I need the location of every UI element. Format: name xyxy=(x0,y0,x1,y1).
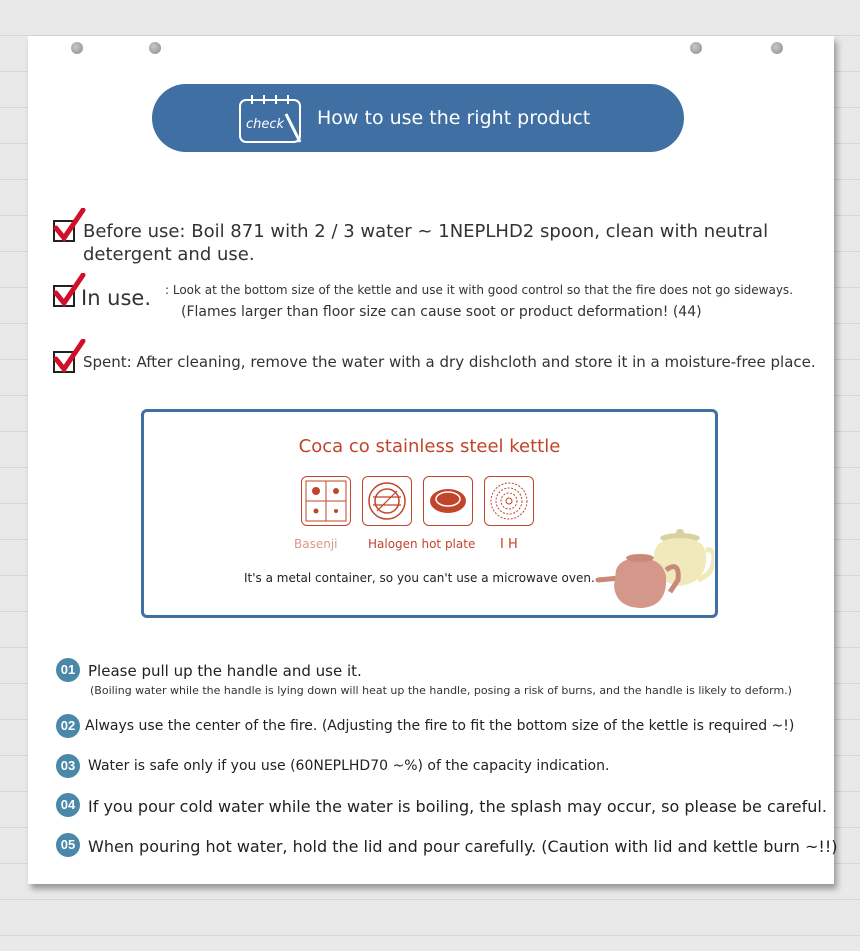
heat-source-label: Halogen hot plate xyxy=(368,537,476,551)
step-number-badge: 03 xyxy=(56,754,80,778)
gas-stove-icon xyxy=(301,476,351,526)
step-number-badge: 02 xyxy=(56,714,80,738)
step-text: Always use the center of the fire. (Adjusting the fire to fit the bottom size of the kettle is required ~!) xyxy=(85,718,795,734)
instruction-card xyxy=(28,36,838,884)
step-text: When pouring hot water, hold the lid and pour carefully. (Caution with lid and kettle burn ~!!) xyxy=(88,837,838,856)
checkbox-checked-icon xyxy=(52,339,86,375)
pin-icon xyxy=(149,42,161,54)
induction-icon xyxy=(484,476,534,526)
pin-icon xyxy=(690,42,702,54)
step-text: Water is safe only if you use (60NEPLHD70 ~%) of the capacity indication. xyxy=(88,758,610,774)
step-text: Please pull up the handle and use it. xyxy=(88,662,362,680)
microwave-warning: It's a metal container, so you can't use a microwave oven. xyxy=(244,571,595,585)
checkbox-checked-icon xyxy=(52,208,86,244)
in-use-text: : Look at the bottom size of the kettle and use it with good control so that the fire does not go sideways. xyxy=(165,283,794,297)
step-number-badge: 05 xyxy=(56,833,80,857)
product-title: Coca co stainless steel kettle xyxy=(298,436,561,457)
pin-icon xyxy=(71,42,83,54)
in-use-note: (Flames larger than floor size can cause soot or product deformation! (44) xyxy=(181,304,702,320)
before-use-text: Before use: Boil 871 with 2 / 3 water ~ 1NEPLHD2 spoon, clean with neutral detergent and use. xyxy=(83,221,769,265)
product-compatibility-box xyxy=(141,409,718,618)
halogen-plate-icon xyxy=(362,476,412,526)
step-number-badge: 04 xyxy=(56,793,80,817)
heat-source-label: Basenji xyxy=(294,537,338,551)
header-banner xyxy=(152,84,684,152)
heat-source-label: I H xyxy=(500,537,518,552)
banner-title: How to use the right product xyxy=(317,107,591,129)
spent-text: Spent: After cleaning, remove the water with a dry dishcloth and store it in a moisture-free place. xyxy=(83,353,816,371)
kettle-illustration xyxy=(594,520,714,612)
calendar-check-icon xyxy=(238,94,304,144)
pin-icon xyxy=(771,42,783,54)
hot-plate-icon xyxy=(423,476,473,526)
in-use-label: In use. xyxy=(81,286,152,310)
step-number-badge: 01 xyxy=(56,658,80,682)
step-subtext: (Boiling water while the handle is lying down will heat up the handle, posing a risk of burns, and the handle is likely to deform.) xyxy=(90,684,792,697)
step-text: If you pour cold water while the water is boiling, the splash may occur, so please be careful. xyxy=(88,797,827,816)
svg-text:check: check xyxy=(246,117,285,132)
